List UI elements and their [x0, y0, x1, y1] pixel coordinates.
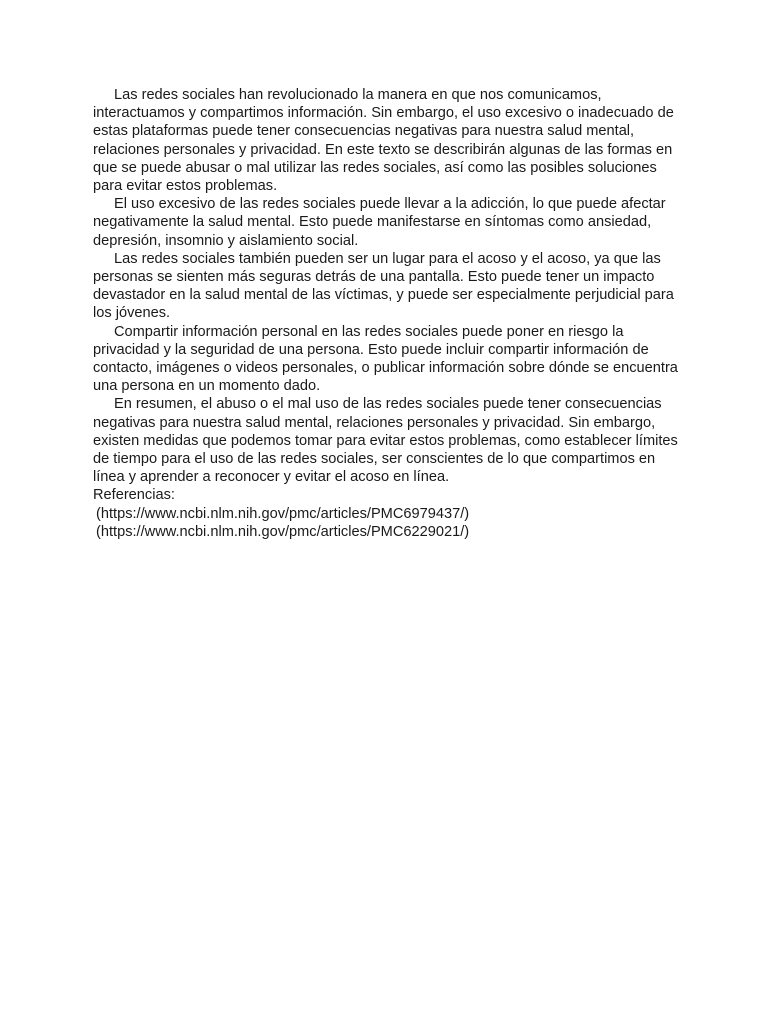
paragraph-intro: Las redes sociales han revolucionado la manera en que nos comunicamos, interactuamos y compartimos información. Sin embargo, el uso excesivo o inadecuado de estas plataformas puede tener consecuencias negativas para nuestra salud mental, relaciones personales y privacidad. En este texto se describirán algunas de las formas en que se puede abusar o mal utilizar las redes sociales, así como las posibles soluciones para evitar estos problemas. — [93, 87, 674, 195]
paragraph-summary: En resumen, el abuso o el mal uso de las redes sociales puede tener consecuencias negativas para nuestra salud mental, relaciones personales y privacidad. Sin embargo, existen medidas que podemos tomar para evitar estos problemas, como establecer límites de tiempo para el uso de las redes sociales, ser conscientes de lo que compartimos en línea y aprender a reconocer y evitar el acoso en línea. — [93, 396, 678, 486]
paragraph-privacy: Compartir información personal en las redes sociales puede poner en riesgo la privacidad y la seguridad de una persona. Esto puede incluir compartir información de contacto, imágenes o videos personales, o publicar información sobre dónde se encuentra una persona en un momento dado. — [93, 323, 678, 395]
paragraph-addiction: El uso excesivo de las redes sociales puede llevar a la adicción, lo que puede afectar negativamente la salud mental. Esto puede manifestarse en síntomas como ansiedad, depresión, insomnio y aislamiento social. — [93, 196, 666, 249]
references-heading: Referencias: — [93, 487, 175, 504]
paragraph-harassment: Las redes sociales también pueden ser un lugar para el acoso y el acoso, ya que las personas se sienten más seguras detrás de una pantalla. Esto puede tener un impacto devastador en la salud mental de las víctimas, y puede ser especialmente perjudicial para los jóvenes. — [93, 250, 674, 322]
reference-link-1[interactable]: (https://www.ncbi.nlm.nih.gov/pmc/articles/PMC6979437/) — [96, 505, 470, 522]
reference-link-2[interactable]: (https://www.ncbi.nlm.nih.gov/pmc/articles/PMC6229021/) — [96, 523, 470, 540]
document-body — [93, 86, 683, 541]
